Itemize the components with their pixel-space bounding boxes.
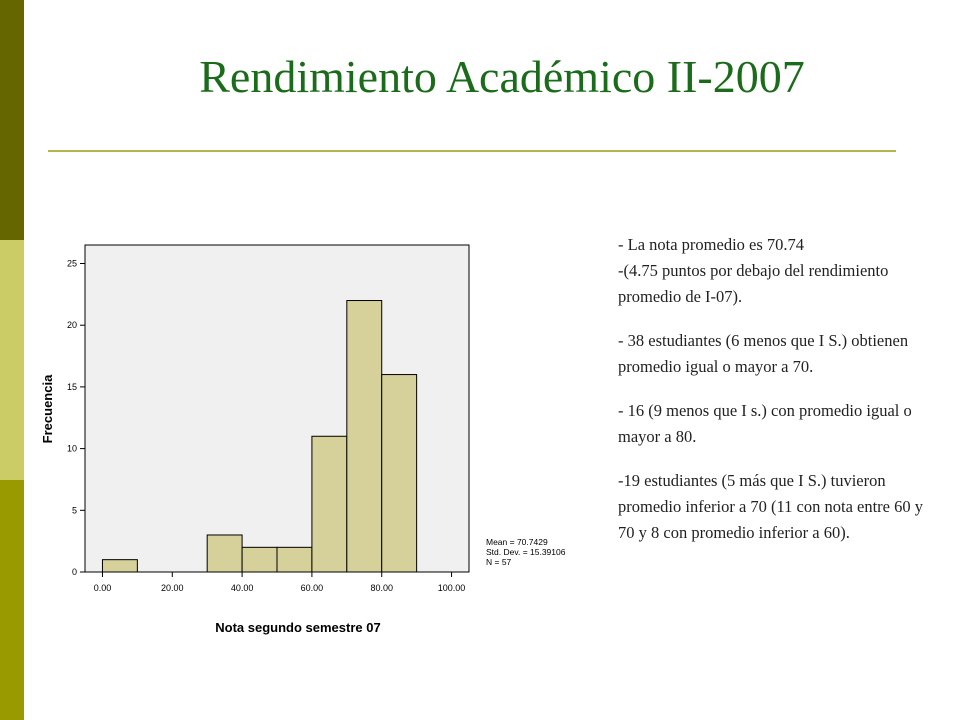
note-below-70: -19 estudiantes (5 más que I S.) tuvieron promedio inferior a 70 (11 con nota entre 60 y 70 y 8 con promedio inferior a 60). [618,471,924,542]
side-accent-bar-middle [0,240,24,480]
x-tick-label-4: 80.00 [370,583,393,593]
y-tick-label-1: 5 [71,505,77,516]
notes-panel [618,232,938,564]
histogram-bar-8 [382,375,417,572]
y-tick-label-3: 15 [66,381,77,392]
histogram-bar-7 [347,301,382,572]
slide-title: Rendimiento Académico II-2007 [199,51,805,102]
y-tick-label-2: 10 [66,443,77,454]
x-axis-label: Nota segundo semestre 07 [215,620,381,635]
x-tick-label-3: 60.00 [300,583,324,593]
x-tick-label-0: 0.00 [93,583,112,593]
stats-line-0: Mean = 70.7429 [486,537,548,547]
side-accent-bar-bottom [0,480,24,720]
y-axis-label: Frecuencia [40,374,55,444]
note-mean: - La nota promedio es 70.74 -(4.75 puntos por debajo del rendimiento promedio de I-07). [618,235,889,306]
y-tick-label-4: 20 [66,320,77,331]
y-tick-label-5: 25 [66,258,77,269]
x-axis [94,572,466,593]
y-axis [67,259,85,577]
x-tick-label-2: 40.00 [230,583,254,593]
stats-legend [486,537,566,567]
x-tick-label-1: 20.00 [161,583,184,593]
x-tick-label-5: 100.00 [437,583,466,593]
histogram-bar-6 [312,436,347,572]
note-above-80: - 16 (9 menos que I s.) con promedio igual o mayor a 80. [618,401,912,446]
stats-line-2: N = 57 [486,557,512,567]
note-above-70: - 38 estudiantes (6 menos que I S.) obtienen promedio igual o mayor a 70. [618,331,909,376]
histogram-bar-5 [277,547,312,572]
title-divider [48,150,896,152]
side-accent-bar-top [0,0,24,240]
histogram-bar-3 [207,535,242,572]
histogram-bar-0 [102,560,137,572]
histogram-chart [36,225,596,645]
histogram-bar-4 [242,547,277,572]
y-tick-label-0: 0 [71,567,77,577]
stats-line-1: Std. Dev. = 15.39106 [486,547,566,557]
